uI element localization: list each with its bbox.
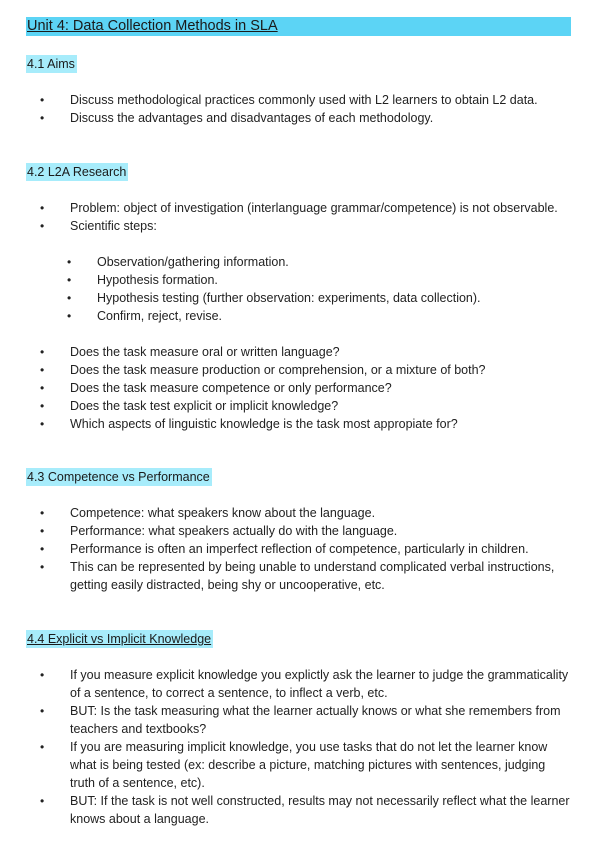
knowledge-list (0, 666, 600, 828)
list-item: • Scientific steps: (0, 217, 570, 235)
list-item: • This can be represented by being unable to understand complicated verbal instructions, getting easily distracted, being shy or uncooperative, etc. (0, 558, 570, 594)
list-item: • Problem: object of investigation (interlanguage grammar/competence) is not observable. (0, 199, 570, 217)
scientific-steps-list (0, 253, 600, 325)
list-item: • Does the task measure production or comprehension, or a mixture of both? (0, 361, 570, 379)
list-item: • Observation/gathering information. (0, 253, 577, 271)
section-heading-aims: 4.1 Aims (27, 57, 75, 71)
aims-list (0, 91, 600, 127)
list-item: • Hypothesis testing (further observation: experiments, data collection). (0, 289, 577, 307)
list-item: • Confirm, reject, revise. (0, 307, 577, 325)
section-heading-explicit-implicit: 4.4 Explicit vs Implicit Knowledge (27, 632, 212, 646)
list-item: • Discuss the advantages and disadvantages of each methodology. (0, 109, 570, 127)
list-item: • Does the task measure oral or written language? (0, 343, 570, 361)
list-item: • If you are measuring implicit knowledge, you use tasks that do not let the learner know what is being tested (ex: describe a picture, matching pictures with sentences, judging truth of a sentence, etc). (0, 738, 570, 792)
list-item: • Competence: what speakers know about the language. (0, 504, 570, 522)
list-item: • If you measure explicit knowledge you explictly ask the learner to judge the grammaticality of a sentence, to correct a sentence, to inflect a verb, etc. (0, 666, 570, 702)
list-item: • Does the task test explicit or implicit knowledge? (0, 397, 570, 415)
unit-title: Unit 4: Data Collection Methods in SLA (26, 17, 571, 36)
list-item: • Performance is often an imperfect reflection of competence, particularly in children. (0, 540, 570, 558)
research-list (0, 199, 600, 235)
section-heading-l2a-research: 4.2 L2A Research (27, 165, 127, 179)
list-item: • Discuss methodological practices commonly used with L2 learners to obtain L2 data. (0, 91, 570, 109)
section-heading-competence-performance: 4.3 Competence vs Performance (27, 470, 210, 484)
list-item: • Does the task measure competence or only performance? (0, 379, 570, 397)
competence-list (0, 504, 600, 594)
task-questions-list (0, 343, 600, 433)
list-item: • BUT: If the task is not well constructed, results may not necessarily reflect what the learner knows about a language. (0, 792, 570, 828)
list-item: • BUT: Is the task measuring what the learner actually knows or what she remembers from teachers and textbooks? (0, 702, 570, 738)
list-item: • Hypothesis formation. (0, 271, 577, 289)
list-item: • Which aspects of linguistic knowledge is the task most appropiate for? (0, 415, 570, 433)
list-item: • Performance: what speakers actually do with the language. (0, 522, 570, 540)
